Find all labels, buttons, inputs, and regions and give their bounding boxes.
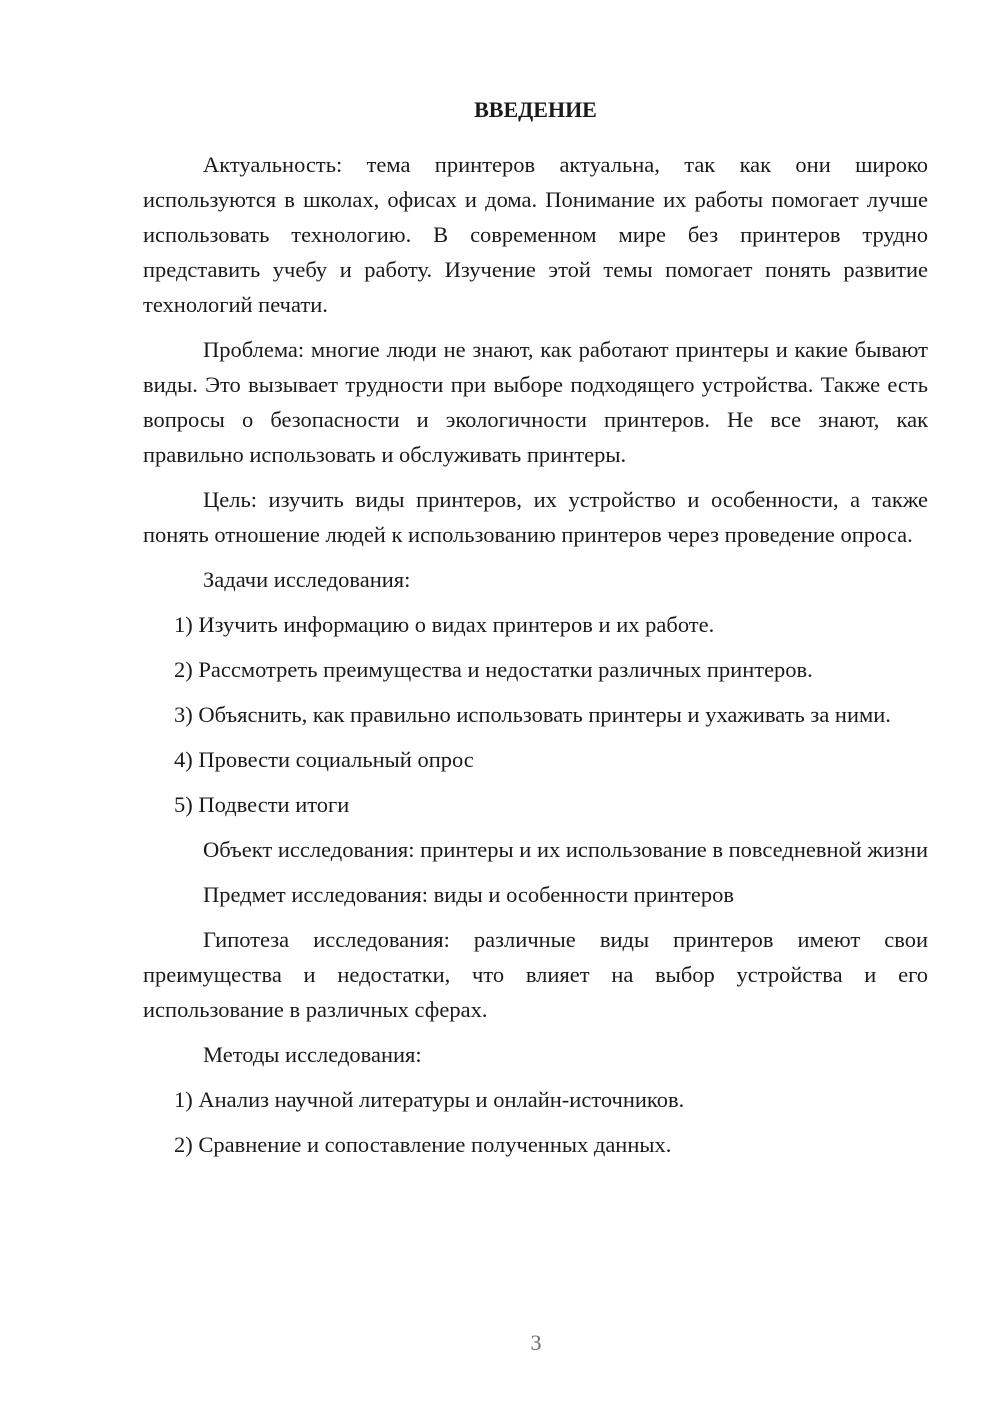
task-item-4: 4) Провести социальный опрос — [174, 747, 474, 772]
method-item-1: 1) Анализ научной литературы и онлайн-источников. — [174, 1087, 685, 1112]
task-item-5: 5) Подвести итоги — [174, 792, 350, 817]
subject-paragraph: Предмет исследования: виды и особенности принтеров — [203, 882, 734, 907]
goal-paragraph: Цель: изучить виды принтеров, их устройство и особенности, а также понять отношение людей к использованию принтеров через проведение опроса. — [143, 487, 928, 547]
relevance-paragraph: Актуальность: тема принтеров актуальна, так как они широко используются в школах, офисах и дома. Понимание их работы помогает лучше использовать технологию. В современном мире без принтеров трудно представить учебу и работу. Изучение этой темы помогает понять развитие технологий печати. — [143, 152, 928, 317]
page-content — [143, 92, 928, 1172]
task-item-1: 1) Изучить информацию о видах принтеров и их работе. — [174, 612, 715, 637]
hypothesis-paragraph: Гипотеза исследования: различные виды принтеров имеют свои преимущества и недостатки, что влияет на выбор устройства и его использование в различных сферах. — [143, 927, 928, 1022]
methods-heading: Методы исследования: — [203, 1042, 422, 1067]
task-item-3: 3) Объяснить, как правильно использовать принтеры и ухаживать за ними. — [174, 702, 891, 727]
method-item-2: 2) Сравнение и сопоставление полученных данных. — [174, 1132, 672, 1157]
tasks-heading: Задачи исследования: — [203, 567, 411, 592]
task-item-2: 2) Рассмотреть преимущества и недостатки различных принтеров. — [174, 657, 813, 682]
object-paragraph: Объект исследования: принтеры и их использование в повседневной жизни — [203, 837, 928, 862]
page-number: 3 — [530, 1330, 542, 1355]
section-title: ВВЕДЕНИЕ — [474, 97, 597, 122]
problem-paragraph: Проблема: многие люди не знают, как работают принтеры и какие бывают виды. Это вызывает трудности при выборе подходящего устройства. Также есть вопросы о безопасности и экологичности принтеров. Не все знают, как правильно использовать и обслуживать принтеры. — [143, 337, 928, 467]
